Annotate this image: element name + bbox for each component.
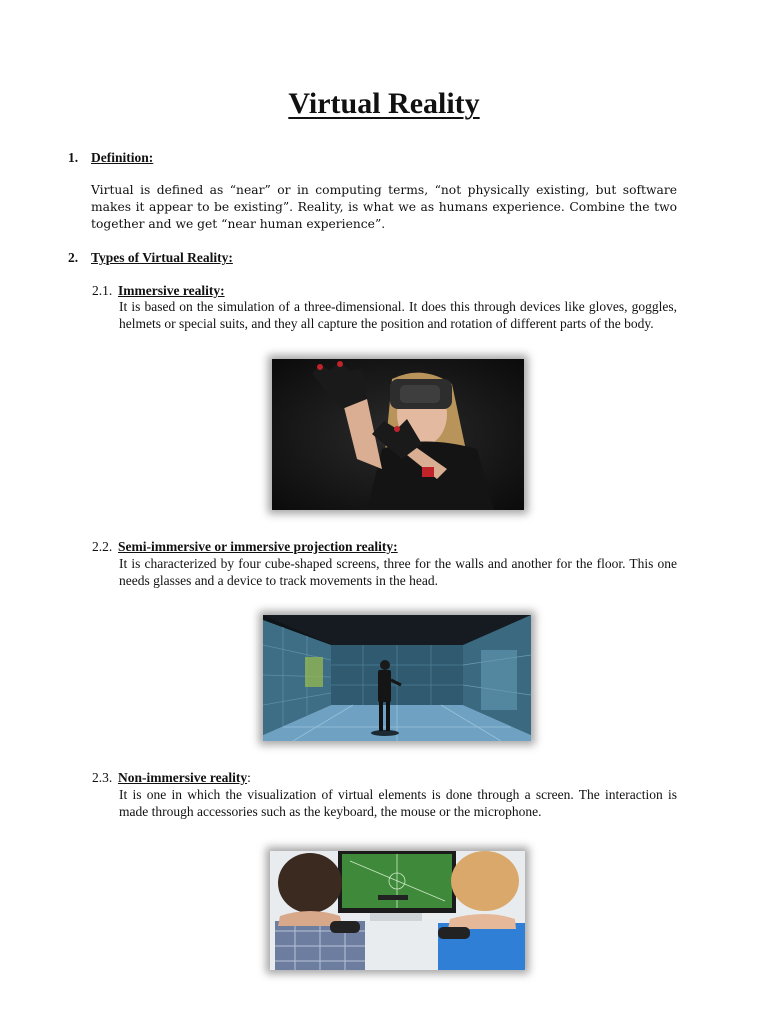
subsection-immersive-heading: 2.1. Immersive reality:: [92, 283, 225, 298]
gamers-console-photo: [270, 851, 525, 970]
semi-immersive-paragraph: It is characterized by four cube-shaped screens, three for the walls and another for the floor. This one needs glasses and a device to track movements in the head.: [119, 556, 677, 588]
subsection-non-immersive-heading: 2.3. Non-immersive reality:: [92, 770, 251, 785]
document-title: Virtual Reality: [288, 87, 480, 120]
definition-paragraph: Virtual is defined as “near” or in computing terms, “not physically existing, but software makes it appear to be existing”. Reality, is what we as humans experience. Combine the two together and we get “near human experience”.: [91, 183, 677, 231]
non-immersive-paragraph: It is one in which the visualization of virtual elements is done through a screen. The interaction is made through accessories such as the keyboard, the mouse or the microphone.: [119, 787, 677, 819]
projection-cave-photo: [263, 615, 531, 741]
subsection-semi-immersive-heading: 2.2. Semi-immersive or immersive projection reality:: [92, 539, 398, 554]
section-types-heading: 2. Types of Virtual Reality:: [68, 250, 233, 265]
section-definition-heading: 1. Definition:: [68, 150, 154, 165]
vr-headset-gloves-photo: [272, 359, 524, 510]
immersive-paragraph: It is based on the simulation of a three-dimensional. It does this through devices like gloves, goggles, helmets or special suits, and they all capture the position and rotation of different parts of the body.: [119, 299, 677, 331]
